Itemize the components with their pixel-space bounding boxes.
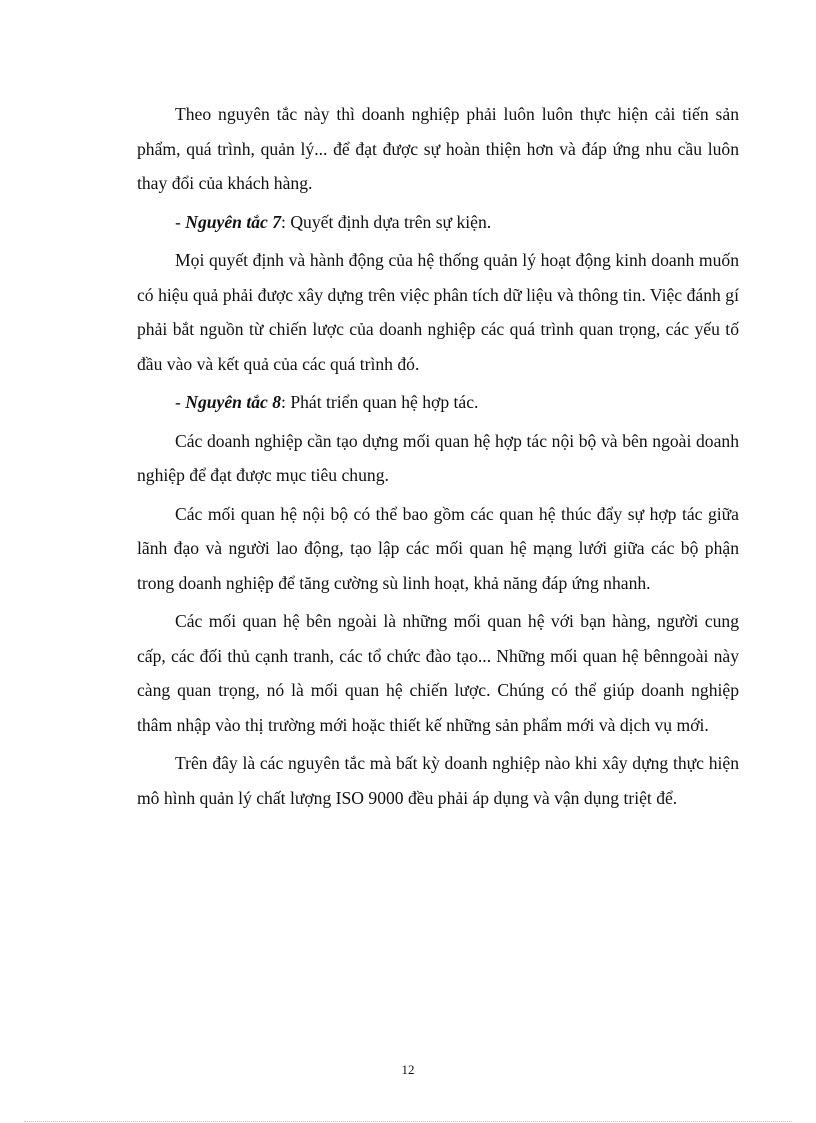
paragraph-cooperation: Các doanh nghiệp cần tạo dựng mối quan hệ hợp tác nội bộ và bên ngoài doanh nghiệp để đạt được mục tiêu chung. xyxy=(137,430,739,485)
page-bottom-divider xyxy=(24,1121,792,1122)
principle-7-heading xyxy=(137,205,739,240)
principle-8-title: Nguyên tắc 8 xyxy=(185,392,282,412)
principle-7-title: Nguyên tắc 7 xyxy=(185,211,282,232)
paragraph-internal-relations: Các mối quan hệ nội bộ có thể bao gồm các quan hệ thúc đẩy sự hợp tác giữa lãnh đạo và người lao động, tạo lập các mối quan hệ mạng lưới giữa các bộ phận trong doanh nghiệp để tăng cường sù linh hoạt, khả năng đáp ứng nhanh. xyxy=(137,503,739,593)
list-dash: - xyxy=(175,392,186,412)
list-dash: - xyxy=(175,211,186,232)
paragraph-conclusion: Trên đây là các nguyên tắc mà bất kỳ doanh nghiệp nào khi xây dựng thực hiện mô hình quản lý chất lượng ISO 9000 đều phải áp dụng và vận dụng triệt để. xyxy=(137,753,739,808)
principle-8-description: : Phát triển quan hệ hợp tác. xyxy=(281,392,479,412)
paragraph-continuous-improvement: Theo nguyên tắc này thì doanh nghiệp phải luôn luôn thực hiện cải tiến sản phẩm, quá trình, quản lý... để đạt được sự hoàn thiện hơn và đáp ứng nhu cầu luôn thay đổi của khách hàng. xyxy=(137,104,739,193)
principle-8-heading xyxy=(137,385,739,420)
body-text xyxy=(137,97,739,819)
principle-7-description: : Quyết định dựa trên sự kiện. xyxy=(281,211,492,232)
page-number: 12 xyxy=(401,1062,415,1077)
paragraph-fact-based-decisions: Mọi quyết định và hành động của hệ thống quản lý hoạt động kinh doanh muốn có hiệu quả phải được xây dựng trên việc phân tích dữ liệu và thông tin. Việc đánh gí phải bắt nguồn từ chiến lược của doanh nghiệp các quá trình quan trọng, các yếu tố đầu vào và kết quả của các quá trình đó. xyxy=(137,250,739,374)
paragraph-external-relations: Các mối quan hệ bên ngoài là những mối quan hệ với bạn hàng, người cung cấp, các đối thủ cạnh tranh, các tổ chức đào tạo... Những mối quan hệ bênngoài này càng quan trọng, nó là mối quan hệ chiến lược. Chúng có thể giúp doanh nghiệp thâm nhập vào thị trường mới hoặc thiết kế những sản phẩm mới và dịch vụ mới. xyxy=(137,611,739,735)
